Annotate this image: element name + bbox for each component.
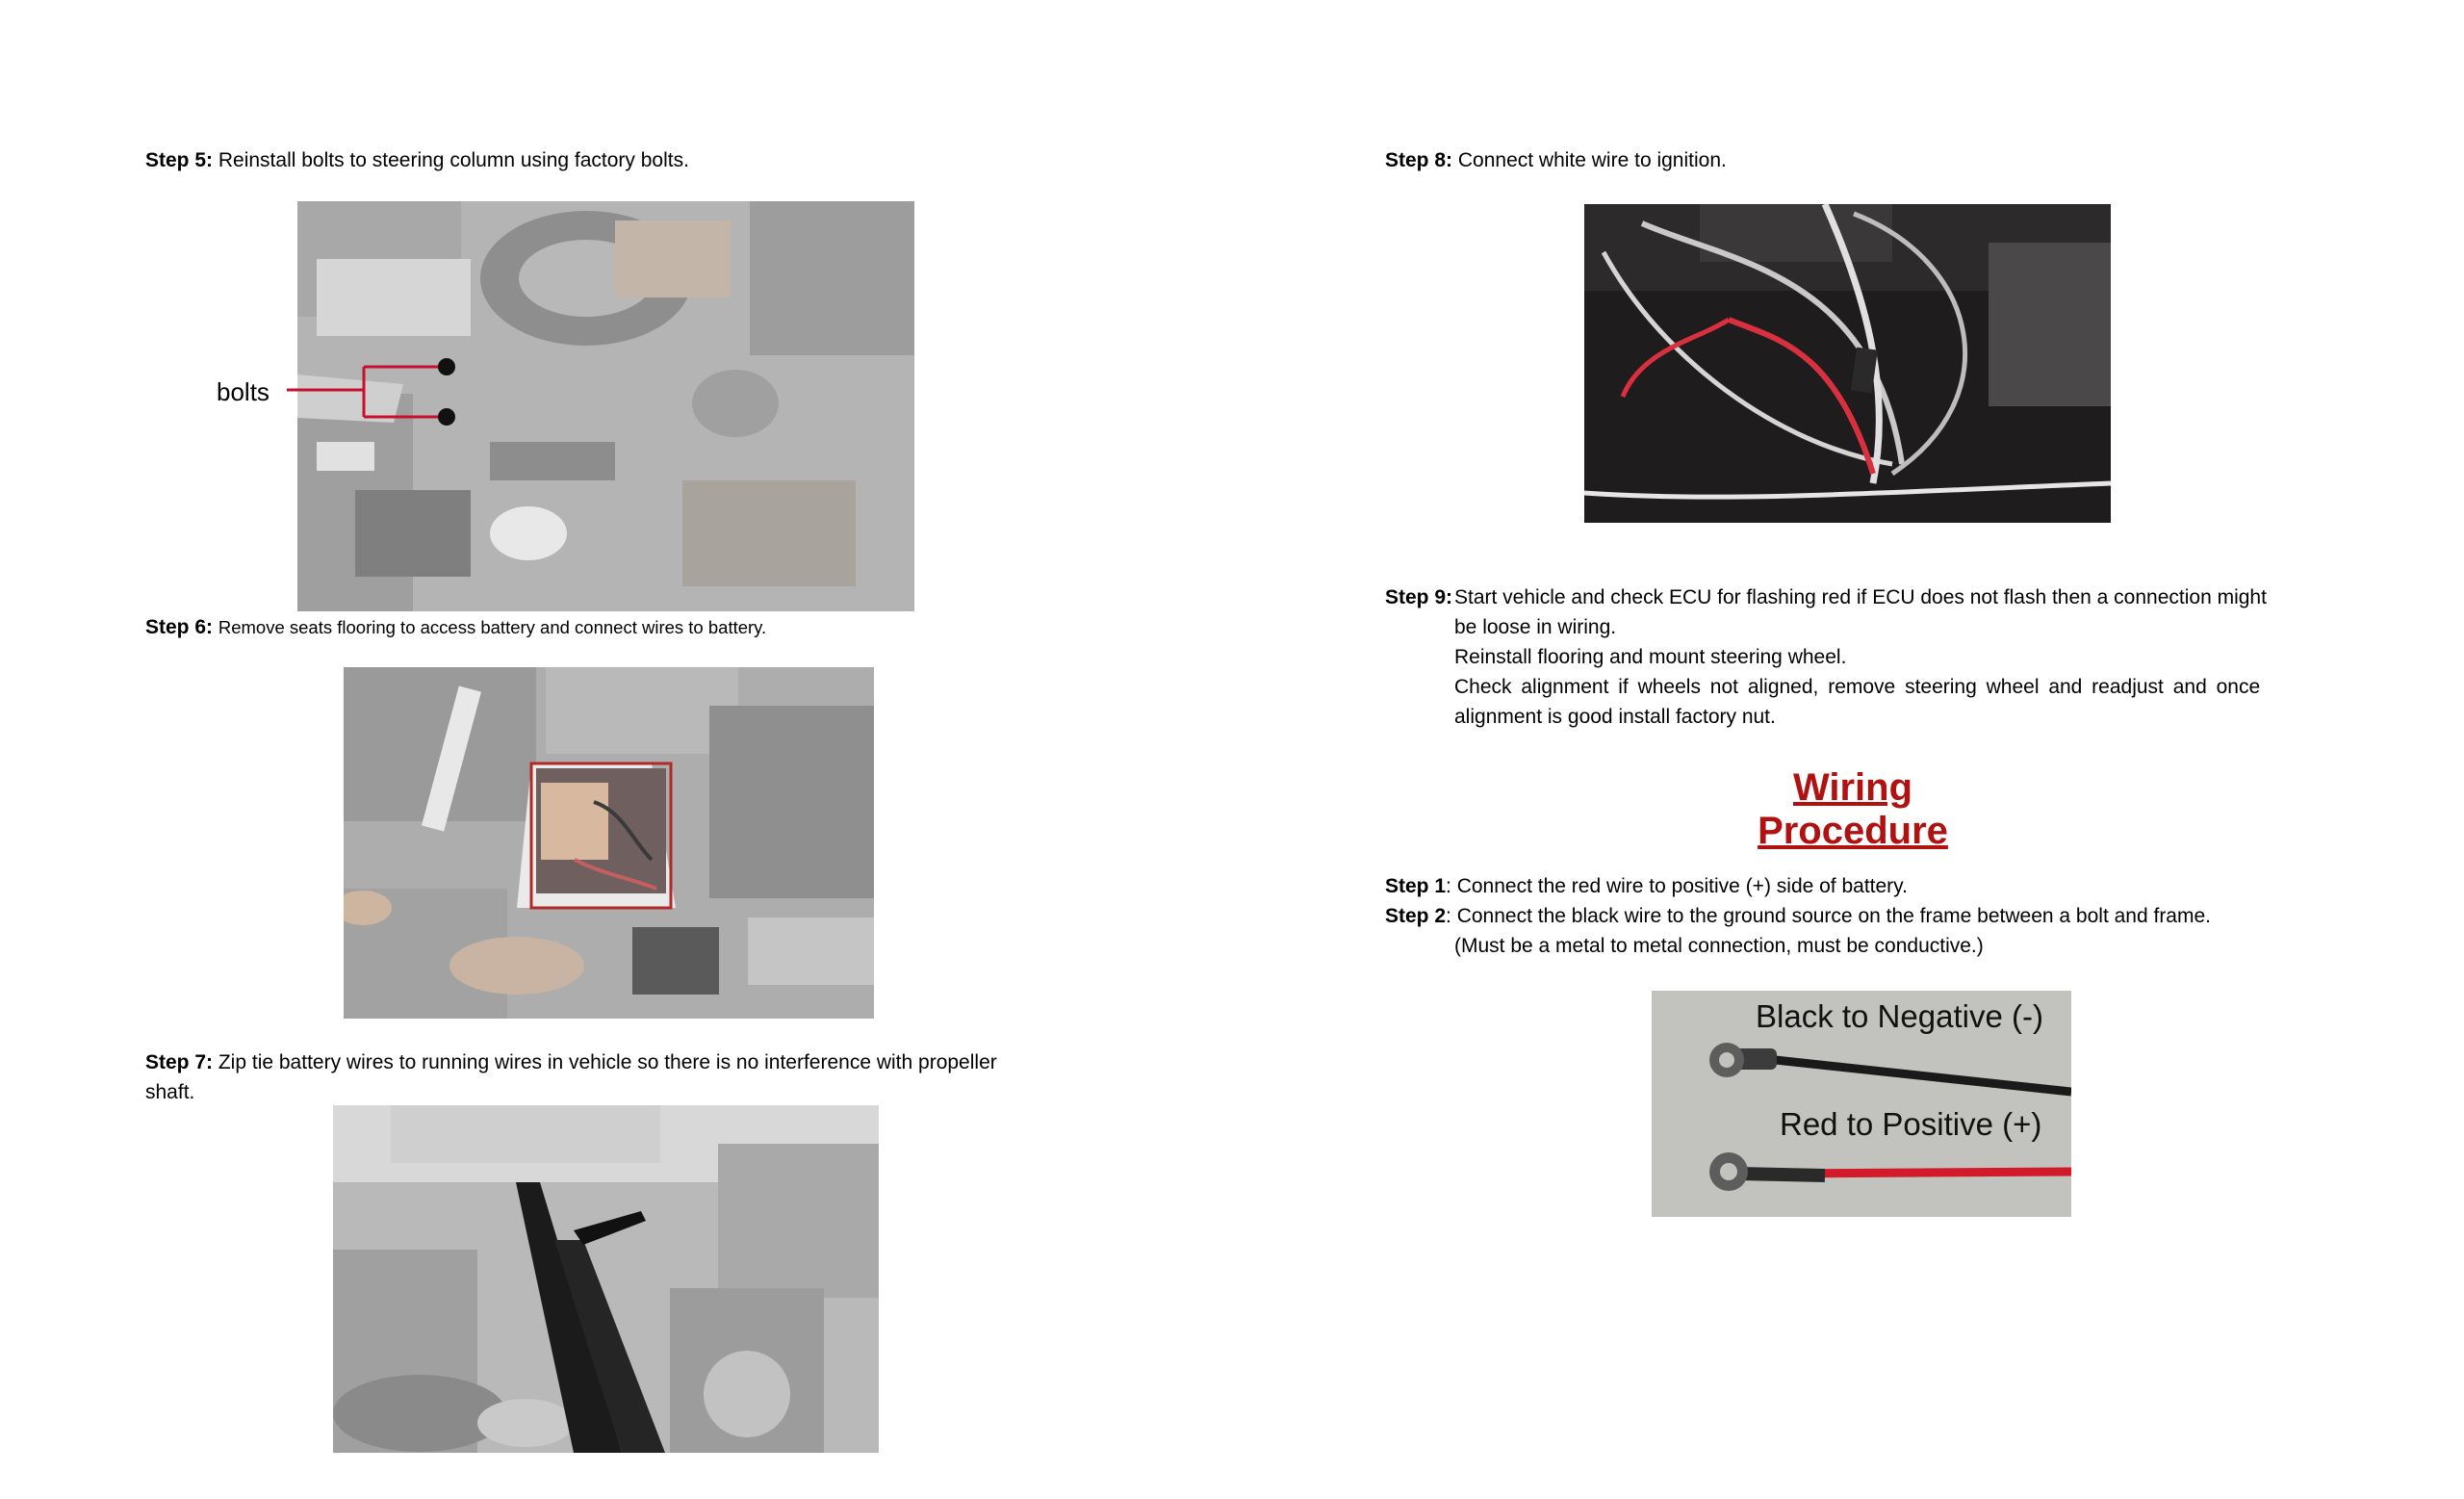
step5-text: [145, 145, 689, 175]
step5-label: Step 5:: [145, 149, 214, 171]
step9-line2: be loose in wiring.: [1454, 616, 1617, 638]
bolts-callout-lines: [279, 351, 462, 438]
step7-label: Step 7:: [145, 1051, 214, 1073]
wiring-step2-body: : Connect the black wire to the ground source on the frame between a bolt and frame.: [1446, 905, 2211, 927]
step7-text: [145, 1047, 1108, 1107]
wiring-step1-body: : Connect the red wire to positive (+) side of battery.: [1446, 875, 1908, 897]
wiring-step1-text: [1385, 871, 1908, 901]
step9-label: Step 9:: [1385, 586, 1453, 608]
step7-body: Zip tie battery wires to running wires in vehicle so there is no interference with propeller: [218, 1051, 997, 1073]
step6-label: Step 6:: [145, 616, 214, 638]
step7-body-cont: shaft.: [145, 1081, 195, 1103]
wiring-step2-note: (Must be a metal to metal connection, must be conductive.): [1454, 935, 1984, 957]
battery-access-photo: [344, 667, 874, 1019]
step6-text: [145, 612, 766, 642]
zip-tie-photo: [333, 1105, 879, 1453]
step9-line4: Check alignment if wheels not aligned, remove steering wheel and readjust and once: [1454, 676, 2261, 698]
step9-text: [1385, 582, 1452, 612]
battery-terminals-photo: [1652, 991, 2071, 1217]
ignition-wire-photo: [1584, 204, 2111, 523]
wiring-step2-label: Step 2: [1385, 905, 1447, 927]
step8-text: [1385, 145, 1727, 175]
wiring-step2-text: [1385, 901, 2348, 931]
step6-body: Remove seats flooring to access battery and connect wires to battery.: [218, 617, 767, 637]
wiring-procedure-title: Wiring Procedure: [1758, 766, 1948, 852]
bolts-callout-label: bolts: [217, 377, 270, 406]
step8-body: Connect white wire to ignition.: [1457, 149, 1727, 171]
red-terminal-label: Red to Positive (+): [1780, 1106, 2042, 1142]
step9-line3: Reinstall flooring and mount steering wheel.: [1454, 646, 1847, 668]
step8-label: Step 8:: [1385, 149, 1453, 171]
step9-line5: alignment is good install factory nut.: [1454, 706, 1776, 728]
step9-line1: Start vehicle and check ECU for flashing red if ECU does not flash then a connection might: [1454, 586, 2267, 608]
black-terminal-label: Black to Negative (-): [1756, 998, 2043, 1034]
wiring-step1-label: Step 1: [1385, 875, 1447, 897]
step5-body: Reinstall bolts to steering column using factory bolts.: [218, 149, 689, 171]
